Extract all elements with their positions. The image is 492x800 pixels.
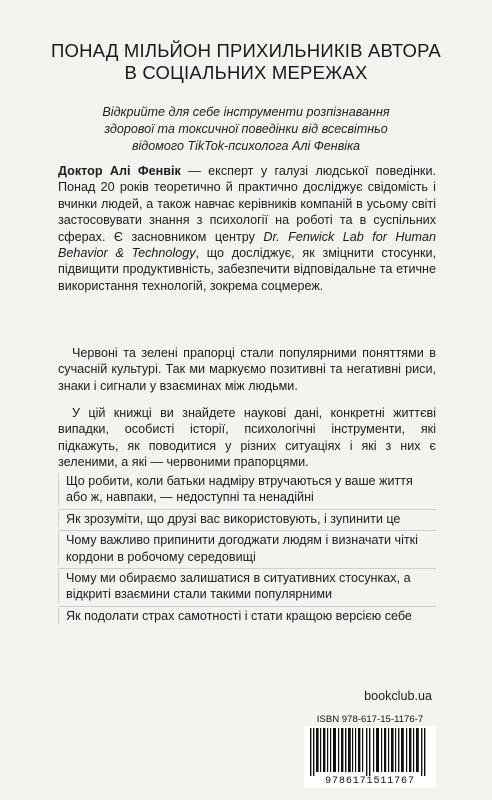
barcode-digits: 9786171511767 — [304, 776, 436, 787]
headline — [40, 40, 452, 84]
topics-list — [58, 472, 436, 627]
publisher-website: bookclub.ua — [364, 689, 432, 703]
list-item: Як подолати страх самотності і стати кращою версією себе — [58, 606, 436, 627]
list-item: Чому ми обираємо залишатися в ситуативних стосунках, а відкриті взаємини стали такими популярними — [58, 568, 436, 606]
headline-line-2: В СОЦІАЛЬНИХ МЕРЕЖАХ — [124, 62, 368, 83]
bio-text-1: — експерт у галузі людської поведінки. Понад 20 років теоретично й практично досліджує свідомість і вчинки людей, а також навчає керівників компаній в усьому світі застосовувати знання з психології на роботі та в суспільних сферах. Є засновником центру — [58, 164, 436, 244]
author-name: Доктор Алі Фенвік — [58, 164, 181, 178]
list-item: Як зрозуміти, що друзі вас використовують, і зупинити це — [58, 509, 436, 530]
tagline-line-2: здорової та токсичної поведінки від всесвітньо — [104, 122, 388, 136]
intro-paragraph-2: У цій книжці ви знайдете наукові дані, конкретні життєві випадки, особисті історії, психологічні інструменти, які підкажуть, як поводитися у різних ситуаціях і які з них є зеленими, а які — червоними прапорцями. — [58, 406, 436, 470]
tagline — [44, 104, 448, 155]
bio-text-2: , що досліджує, як зміцнити стосунки, підвищити продуктивність, забезпечити відповідальне та етичне використання технологій, зокрема соцмереж. — [58, 246, 436, 293]
tagline-line-3: відомого TikTok-психолога Алі Фенвіка — [131, 139, 361, 153]
barcode-bars — [310, 728, 430, 776]
list-item: Чому важливо припинити догоджати людям і визначати чіткі кордони в робочому середовищі — [58, 530, 436, 568]
intro-paragraph: Червоні та зелені прапорці стали популярними поняттями в сучасній культурі. Так ми маркуємо позитивні та негативні риси, знаки і сигнали у взаєминах між людьми. — [58, 346, 436, 393]
isbn-label: ISBN 978-617-15-1176-7 — [316, 714, 424, 725]
list-item: Що робити, коли батьки надміру втручаються у ваше життя або ж, навпаки, — недоступні та ненадійні — [58, 472, 436, 509]
research-center-name: Dr. Fenwick Lab for Human Behavior & Technology — [58, 229, 436, 261]
barcode — [304, 726, 436, 788]
headline-line-1: ПОНАД МІЛЬЙОН ПРИХИЛЬНИКІВ АВТОРА — [51, 40, 441, 61]
tagline-line-1: Відкрийте для себе інструменти розпізнавання — [102, 105, 390, 119]
author-bio — [58, 163, 436, 294]
